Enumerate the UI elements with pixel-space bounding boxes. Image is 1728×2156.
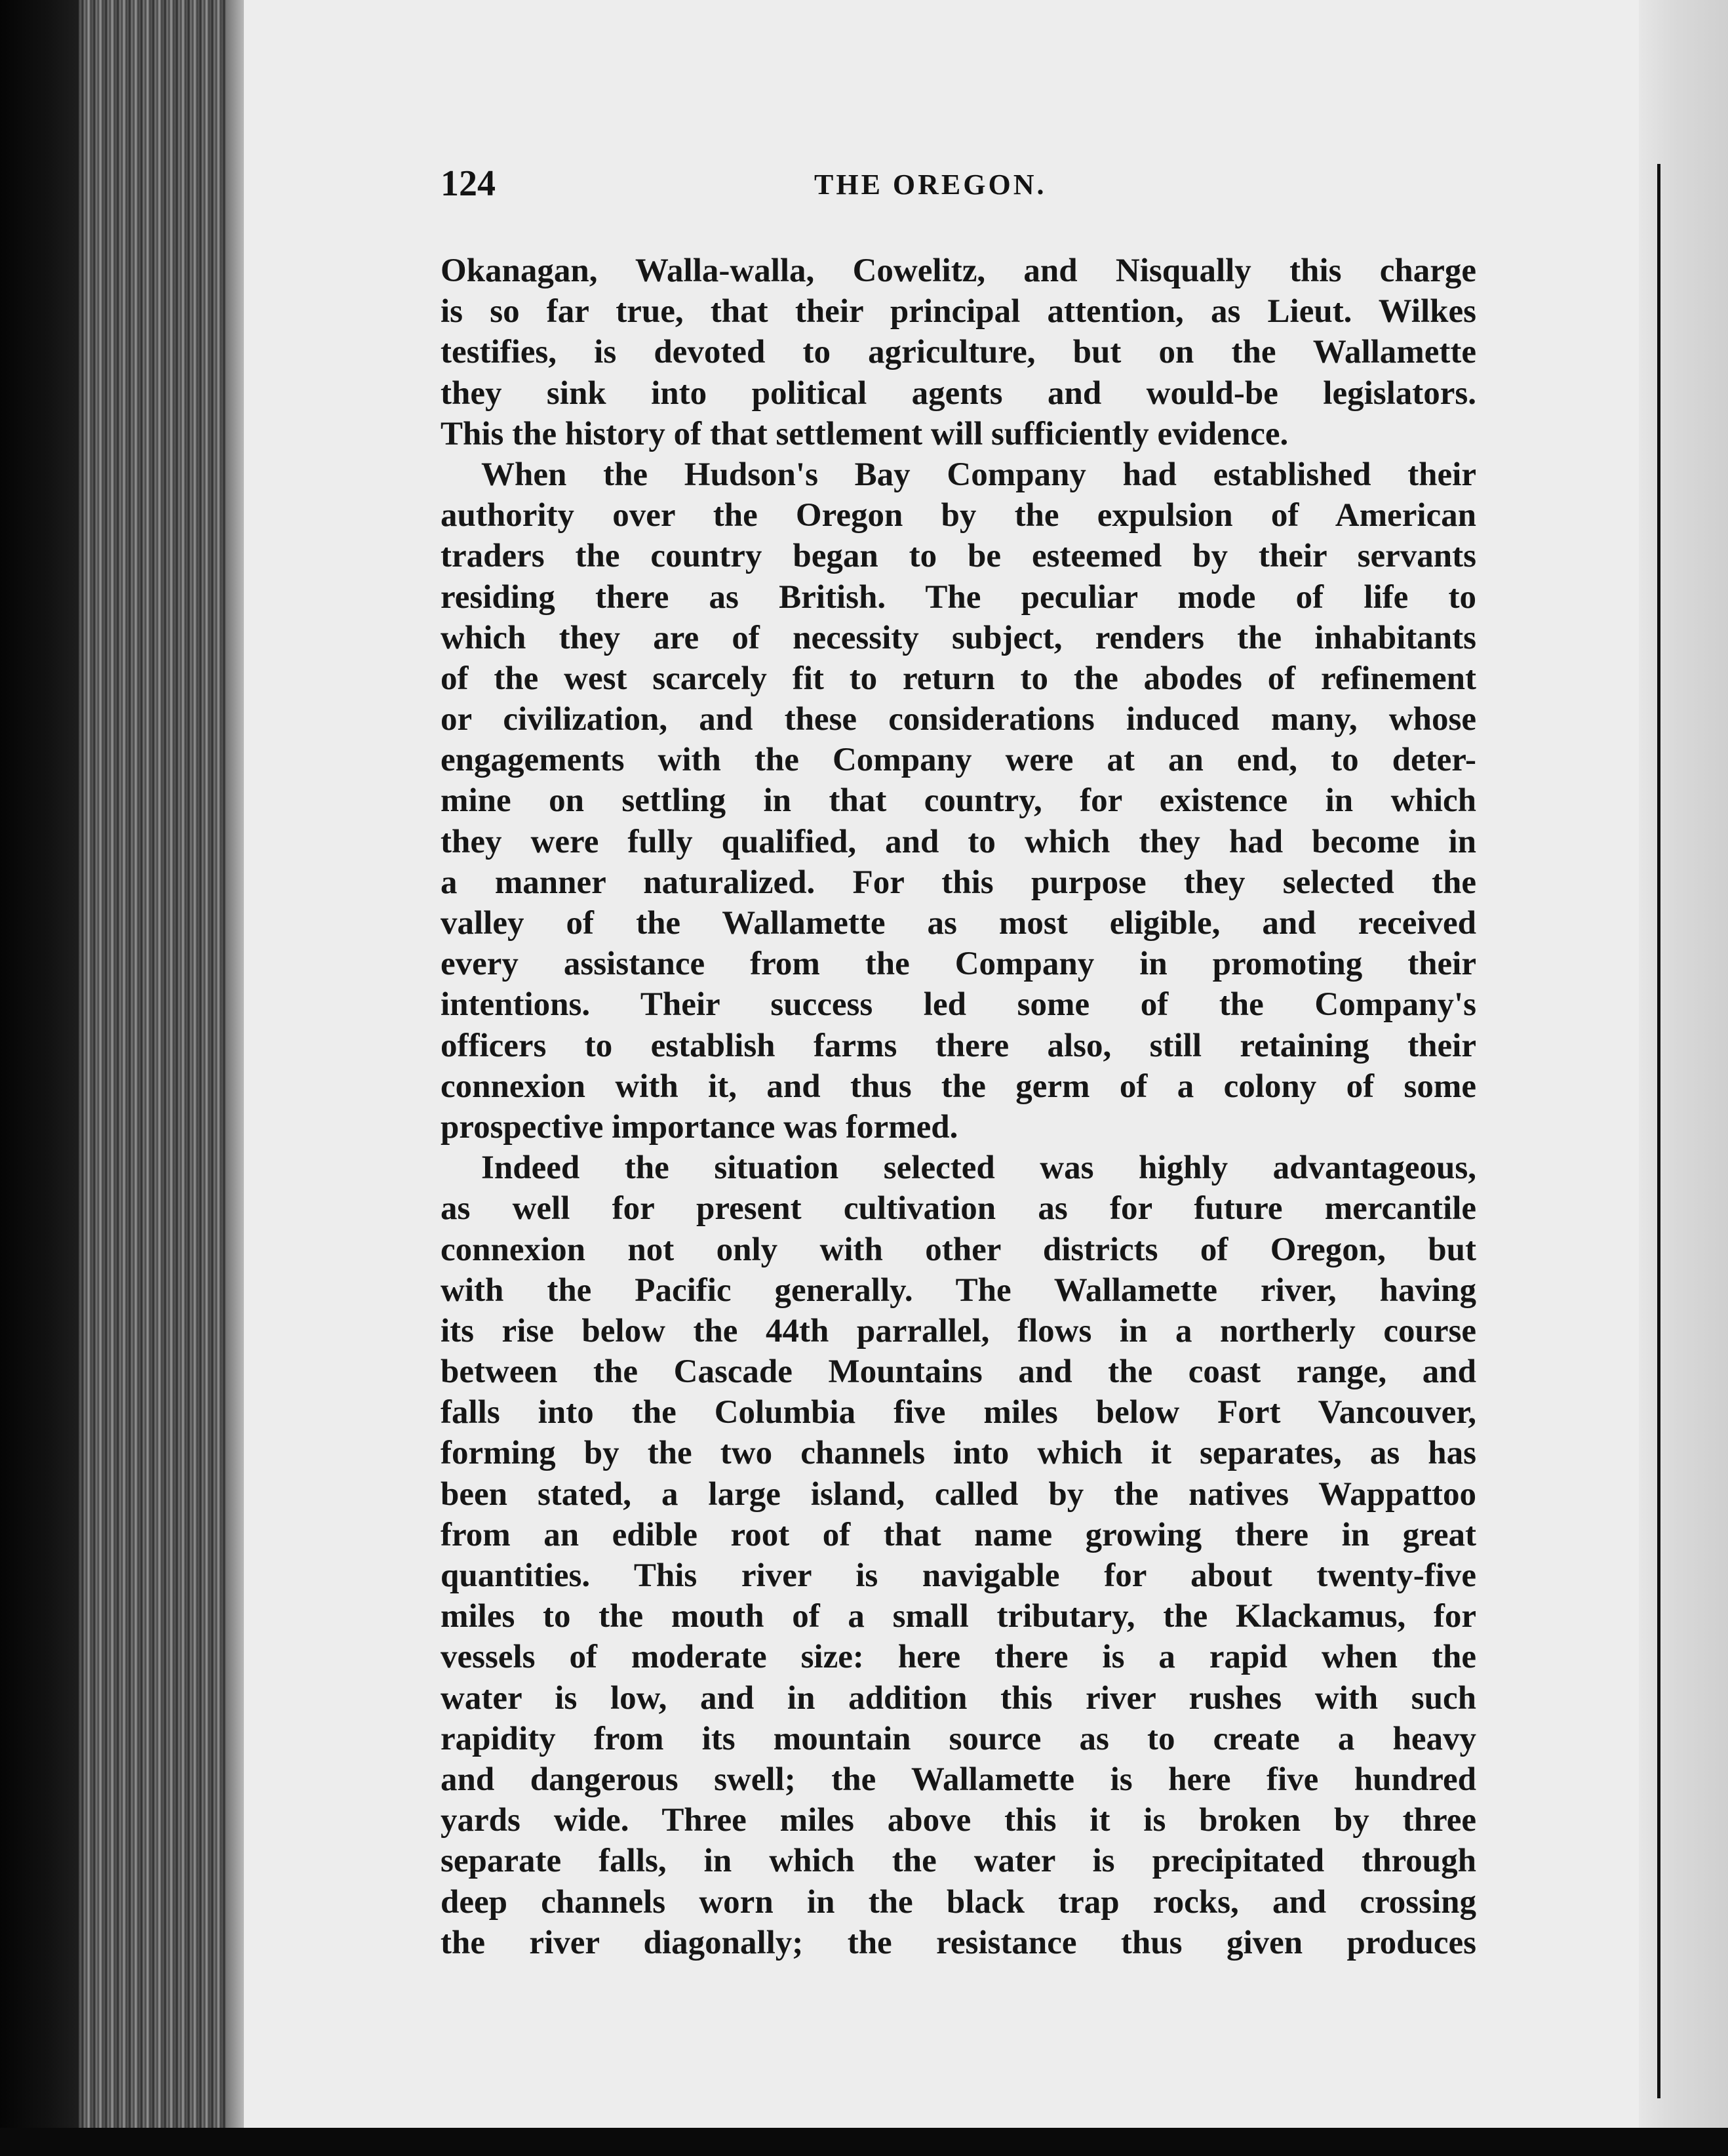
text-line: testifies, is devoted to agriculture, but on the Wallamette: [441, 334, 1476, 371]
text-line: of the west scarcely fit to return to the abodes of refinement: [441, 660, 1476, 697]
text-line: valley of the Wallamette as most eligible, and received: [441, 905, 1476, 942]
page-title: THE OREGON.: [814, 169, 1047, 201]
text-line: mine on settling in that country, for existence in which: [441, 782, 1476, 820]
body-text: [441, 250, 1476, 1963]
text-line: separate falls, in which the water is precipitated through: [441, 1843, 1476, 1880]
text-line: engagements with the Company were at an end, to deter-: [441, 742, 1476, 779]
text-line: its rise below the 44th parrallel, flows in a northerly course: [441, 1312, 1476, 1349]
running-head: [441, 163, 1476, 205]
text-line: every assistance from the Company in promoting their: [441, 946, 1476, 983]
text-line: quantities. This river is navigable for about twenty-five: [441, 1557, 1476, 1594]
text-line: from an edible root of that name growing there in great: [441, 1516, 1476, 1553]
paragraph-start-line: When the Hudson's Bay Company had established their: [481, 456, 1476, 493]
text-line: which they are of necessity subject, renders the inhabitants: [441, 619, 1476, 656]
stacked-page-edges: [79, 0, 243, 2156]
text-line: deep channels worn in the black trap rocks, and crossing: [441, 1883, 1476, 1921]
text-line: between the Cascade Mountains and the coast range, and: [441, 1353, 1476, 1391]
bottom-border: [0, 2128, 1728, 2156]
text-line: and dangerous swell; the Wallamette is here five hundred: [441, 1761, 1476, 1798]
text-line: been stated, a large island, called by the natives Wappattoo: [441, 1475, 1476, 1513]
text-line: rapidity from its mountain source as to create a heavy: [441, 1720, 1476, 1757]
text-line: a manner naturalized. For this purpose they selected the: [441, 864, 1476, 901]
text-line: connexion with it, and thus the germ of a colony of some: [441, 1068, 1476, 1105]
text-line: forming by the two channels into which it separates, as has: [441, 1435, 1476, 1472]
paragraph-start-line: Indeed the situation selected was highly advantageous,: [481, 1149, 1476, 1187]
text-line: or civilization, and these considerations induced many, whose: [441, 701, 1476, 738]
right-margin-rule: [1657, 164, 1660, 2098]
text-line: This the history of that settlement will sufficiently evidence.: [441, 415, 1289, 452]
text-line: they sink into political agents and would-be legislators.: [441, 374, 1476, 412]
text-line: water is low, and in addition this river rushes with such: [441, 1679, 1476, 1717]
text-line: with the Pacific generally. The Wallamette river, having: [441, 1271, 1476, 1309]
text-line: intentions. Their success led some of the Company's: [441, 986, 1476, 1024]
page-number: 124: [441, 163, 496, 204]
text-line: prospective importance was formed.: [441, 1108, 958, 1146]
book-binding: [0, 0, 79, 2156]
text-line: vessels of moderate size: here there is a rapid when the: [441, 1639, 1476, 1676]
text-line: residing there as British. The peculiar mode of life to: [441, 578, 1476, 616]
text-line: Okanagan, Walla-walla, Cowelitz, and Nisqually this charge: [441, 252, 1476, 289]
text-line: is so far true, that their principal attention, as Lieut. Wilkes: [441, 293, 1476, 330]
text-line: falls into the Columbia five miles below Fort Vancouver,: [441, 1394, 1476, 1431]
text-line: authority over the Oregon by the expulsion of American: [441, 497, 1476, 534]
text-line: they were fully qualified, and to which they had become in: [441, 823, 1476, 860]
facing-leaf-edge: [1639, 0, 1728, 2156]
text-line: the river diagonally; the resistance thus given produces: [441, 1924, 1476, 1961]
text-line: officers to establish farms there also, still retaining their: [441, 1027, 1476, 1064]
text-line: yards wide. Three miles above this it is broken by three: [441, 1802, 1476, 1839]
text-line: as well for present cultivation as for future mercantile: [441, 1190, 1476, 1228]
text-line: traders the country began to be esteemed by their servants: [441, 538, 1476, 575]
text-line: miles to the mouth of a small tributary, the Klackamus, for: [441, 1598, 1476, 1635]
text-line: connexion not only with other districts of Oregon, but: [441, 1231, 1476, 1268]
